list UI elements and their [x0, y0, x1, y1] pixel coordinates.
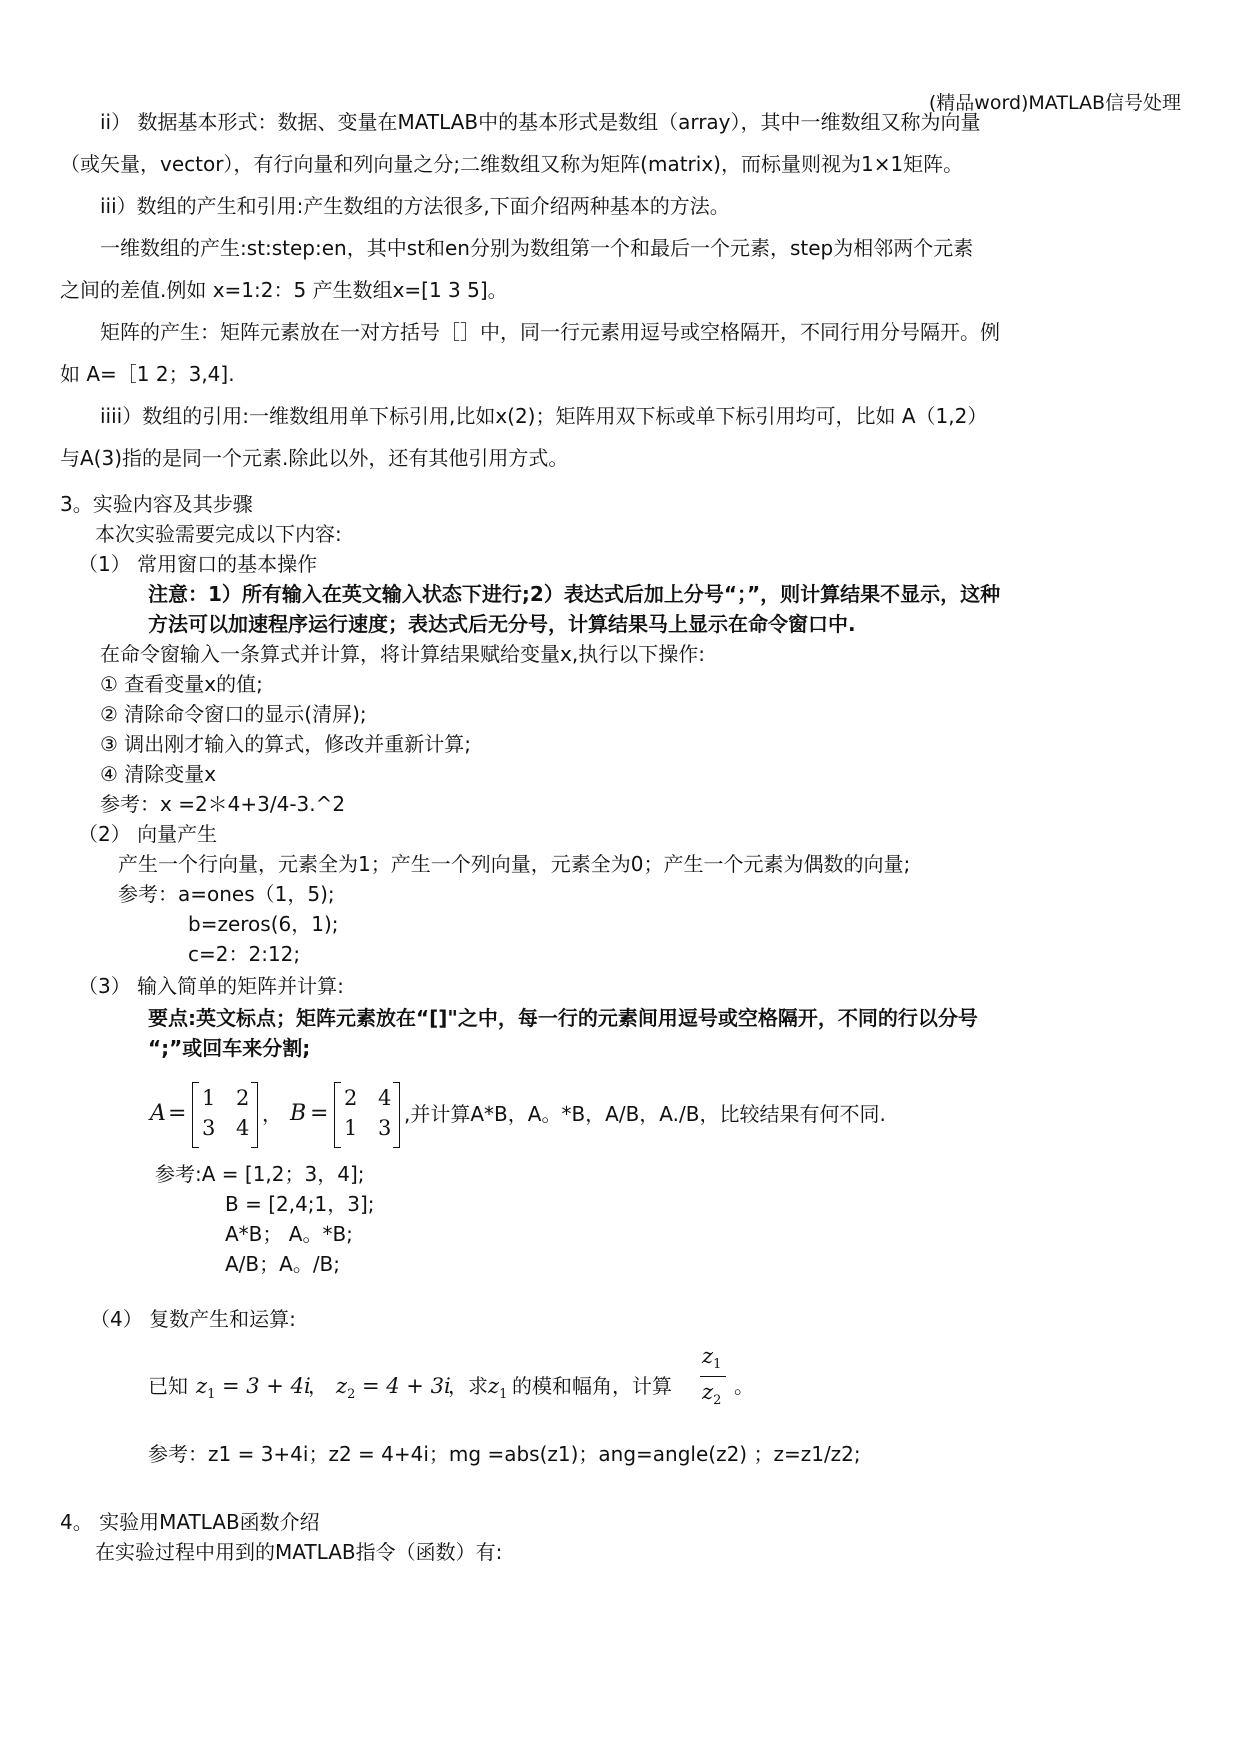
matrix-b-name: B: [290, 1101, 307, 1126]
page-header: (精品word)MATLAB信号处理: [928, 92, 1181, 114]
item1-label: （1） 常用窗口的基本操作: [78, 552, 318, 576]
item1-reference: 参考：x =2＊4+3/4-3.^2: [100, 792, 346, 816]
complex-separator: ，: [308, 1374, 328, 1398]
z1-expression: = 3 + 4i: [222, 1374, 311, 1398]
item1-note-line1: 注意：1）所有输入在英文输入状态下进行;2）表达式后加上分号“；”，则计算结果不显示，这种: [148, 582, 1001, 606]
section3-intro: 本次实验需要完成以下内容:: [95, 522, 342, 546]
item3-ref-4: A/B；A。/B;: [225, 1252, 341, 1276]
z2-expression: = 4 + 3i: [362, 1374, 451, 1398]
item4-reference: 参考：z1 = 3+4i；z2 = 4+4i；mg =abs(z1)；ang=angle(z2) ；z=z1/z2;: [148, 1442, 861, 1466]
item1-step-4: ④ 清除变量x: [100, 762, 217, 786]
paragraph-ii-line2: （或矢量，vector），有行向量和列向量之分;二维数组又称为矩阵(matrix)，而标量则视为1×1矩阵。: [60, 152, 964, 176]
item3-ref-2: B = [2,4;1，3];: [225, 1192, 375, 1216]
fraction-numerator: $z_1$: [702, 1344, 722, 1373]
matrix-b-cell: 4: [378, 1086, 392, 1110]
paragraph-iii: iii）数组的产生和引用:产生数组的方法很多,下面介绍两种基本的方法。: [100, 194, 730, 218]
item1-step-2: ② 清除命令窗口的显示(清屏);: [100, 702, 367, 726]
z1-symbol: $z_1$: [196, 1374, 216, 1403]
paragraph-matrix-line2: 如 A=［1 2；3,4].: [60, 362, 235, 386]
item3-ref-3: A*B； A。*B;: [225, 1222, 353, 1246]
item4-mid-text2: 的模和幅角，计算: [512, 1374, 672, 1398]
fraction-bar: [700, 1376, 726, 1377]
item4-known: 已知: [148, 1374, 188, 1398]
item3-key-line2: “;”或回车来分割;: [148, 1036, 311, 1060]
item4-mid-text: ，求: [448, 1374, 488, 1398]
fraction-denominator: $z_2$: [702, 1380, 722, 1409]
matrix-a-cell: 3: [202, 1116, 216, 1140]
item3-ref-1: 参考:A = [1,2；3，4];: [155, 1162, 365, 1186]
section3-title: 3。实验内容及其步骤: [60, 492, 253, 516]
paragraph-iiii-line1: iiii）数组的引用:一维数组用单下标引用,比如x(2)；矩阵用双下标或单下标引用均可，比如 A（1,2）: [100, 404, 988, 428]
matrix-a-cell: 2: [236, 1086, 250, 1110]
item2-ref-2: b=zeros(6，1);: [188, 912, 339, 936]
matrix-b-cell: 2: [344, 1086, 358, 1110]
matrix-b-cell: 1: [344, 1116, 358, 1140]
matrix-separator: ，: [262, 1102, 282, 1126]
item2-desc: 产生一个行向量，元素全为1；产生一个列向量，元素全为0；产生一个元素为偶数的向量;: [118, 852, 911, 876]
z2-symbol: $z_2$: [336, 1374, 356, 1403]
item4-end: 。: [734, 1374, 754, 1398]
item1-desc: 在命令窗输入一条算式并计算，将计算结果赋给变量x,执行以下操作:: [100, 642, 705, 666]
item3-key-line1: 要点:英文标点；矩阵元素放在“[]"之中，每一行的元素间用逗号或空格隔开，不同的行以分号: [148, 1006, 978, 1030]
z1-symbol-ref: $z_1$: [488, 1374, 508, 1403]
matrix-a-equals: =: [168, 1101, 187, 1126]
matrix-a-name: A: [150, 1101, 166, 1126]
paragraph-1d-line2: 之间的差值.例如 x=1:2：5 产生数组x=[1 3 5]。: [60, 278, 508, 302]
matrix-calc-text: ,并计算A*B，A。*B，A/B，A./B，比较结果有何不同.: [404, 1102, 886, 1126]
matrix-b-equals: =: [310, 1101, 329, 1126]
paragraph-matrix-line1: 矩阵的产生：矩阵元素放在一对方括号［］中，同一行元素用逗号或空格隔开，不同行用分号隔开。例: [100, 320, 1000, 344]
matrix-b: [334, 1082, 400, 1146]
item2-ref-3: c=2：2:12;: [188, 942, 301, 966]
item1-step-3: ③ 调出刚才输入的算式，修改并重新计算;: [100, 732, 472, 756]
item2-ref-1: 参考：a=ones（1，5);: [118, 882, 335, 906]
paragraph-ii-line1: ii） 数据基本形式：数据、变量在MATLAB中的基本形式是数组（array），其中一维数组又称为向量: [100, 110, 981, 134]
item1-note-line2: 方法可以加速程序运行速度；表达式后无分号，计算结果马上显示在命令窗口中.: [148, 612, 856, 636]
section4-intro: 在实验过程中用到的MATLAB指令（函数）有:: [95, 1540, 503, 1564]
paragraph-iiii-line2: 与A(3)指的是同一个元素.除此以外，还有其他引用方式。: [60, 446, 569, 470]
z1-over-z2-fraction: [698, 1344, 728, 1410]
section4-title: 4。 实验用MATLAB函数介绍: [60, 1510, 320, 1534]
matrix-b-cell: 3: [378, 1116, 392, 1140]
matrix-a: [192, 1082, 258, 1146]
matrix-a-cell: 4: [236, 1116, 250, 1140]
item2-label: （2） 向量产生: [78, 822, 218, 846]
matrix-a-cell: 1: [202, 1086, 216, 1110]
paragraph-1d-line1: 一维数组的产生:st:step:en，其中st和en分别为数组第一个和最后一个元素，step为相邻两个元素: [100, 236, 974, 260]
item4-label: （4） 复数产生和运算:: [90, 1307, 296, 1331]
item3-label: （3） 输入简单的矩阵并计算:: [78, 974, 344, 998]
item1-step-1: ① 查看变量x的值;: [100, 672, 263, 696]
